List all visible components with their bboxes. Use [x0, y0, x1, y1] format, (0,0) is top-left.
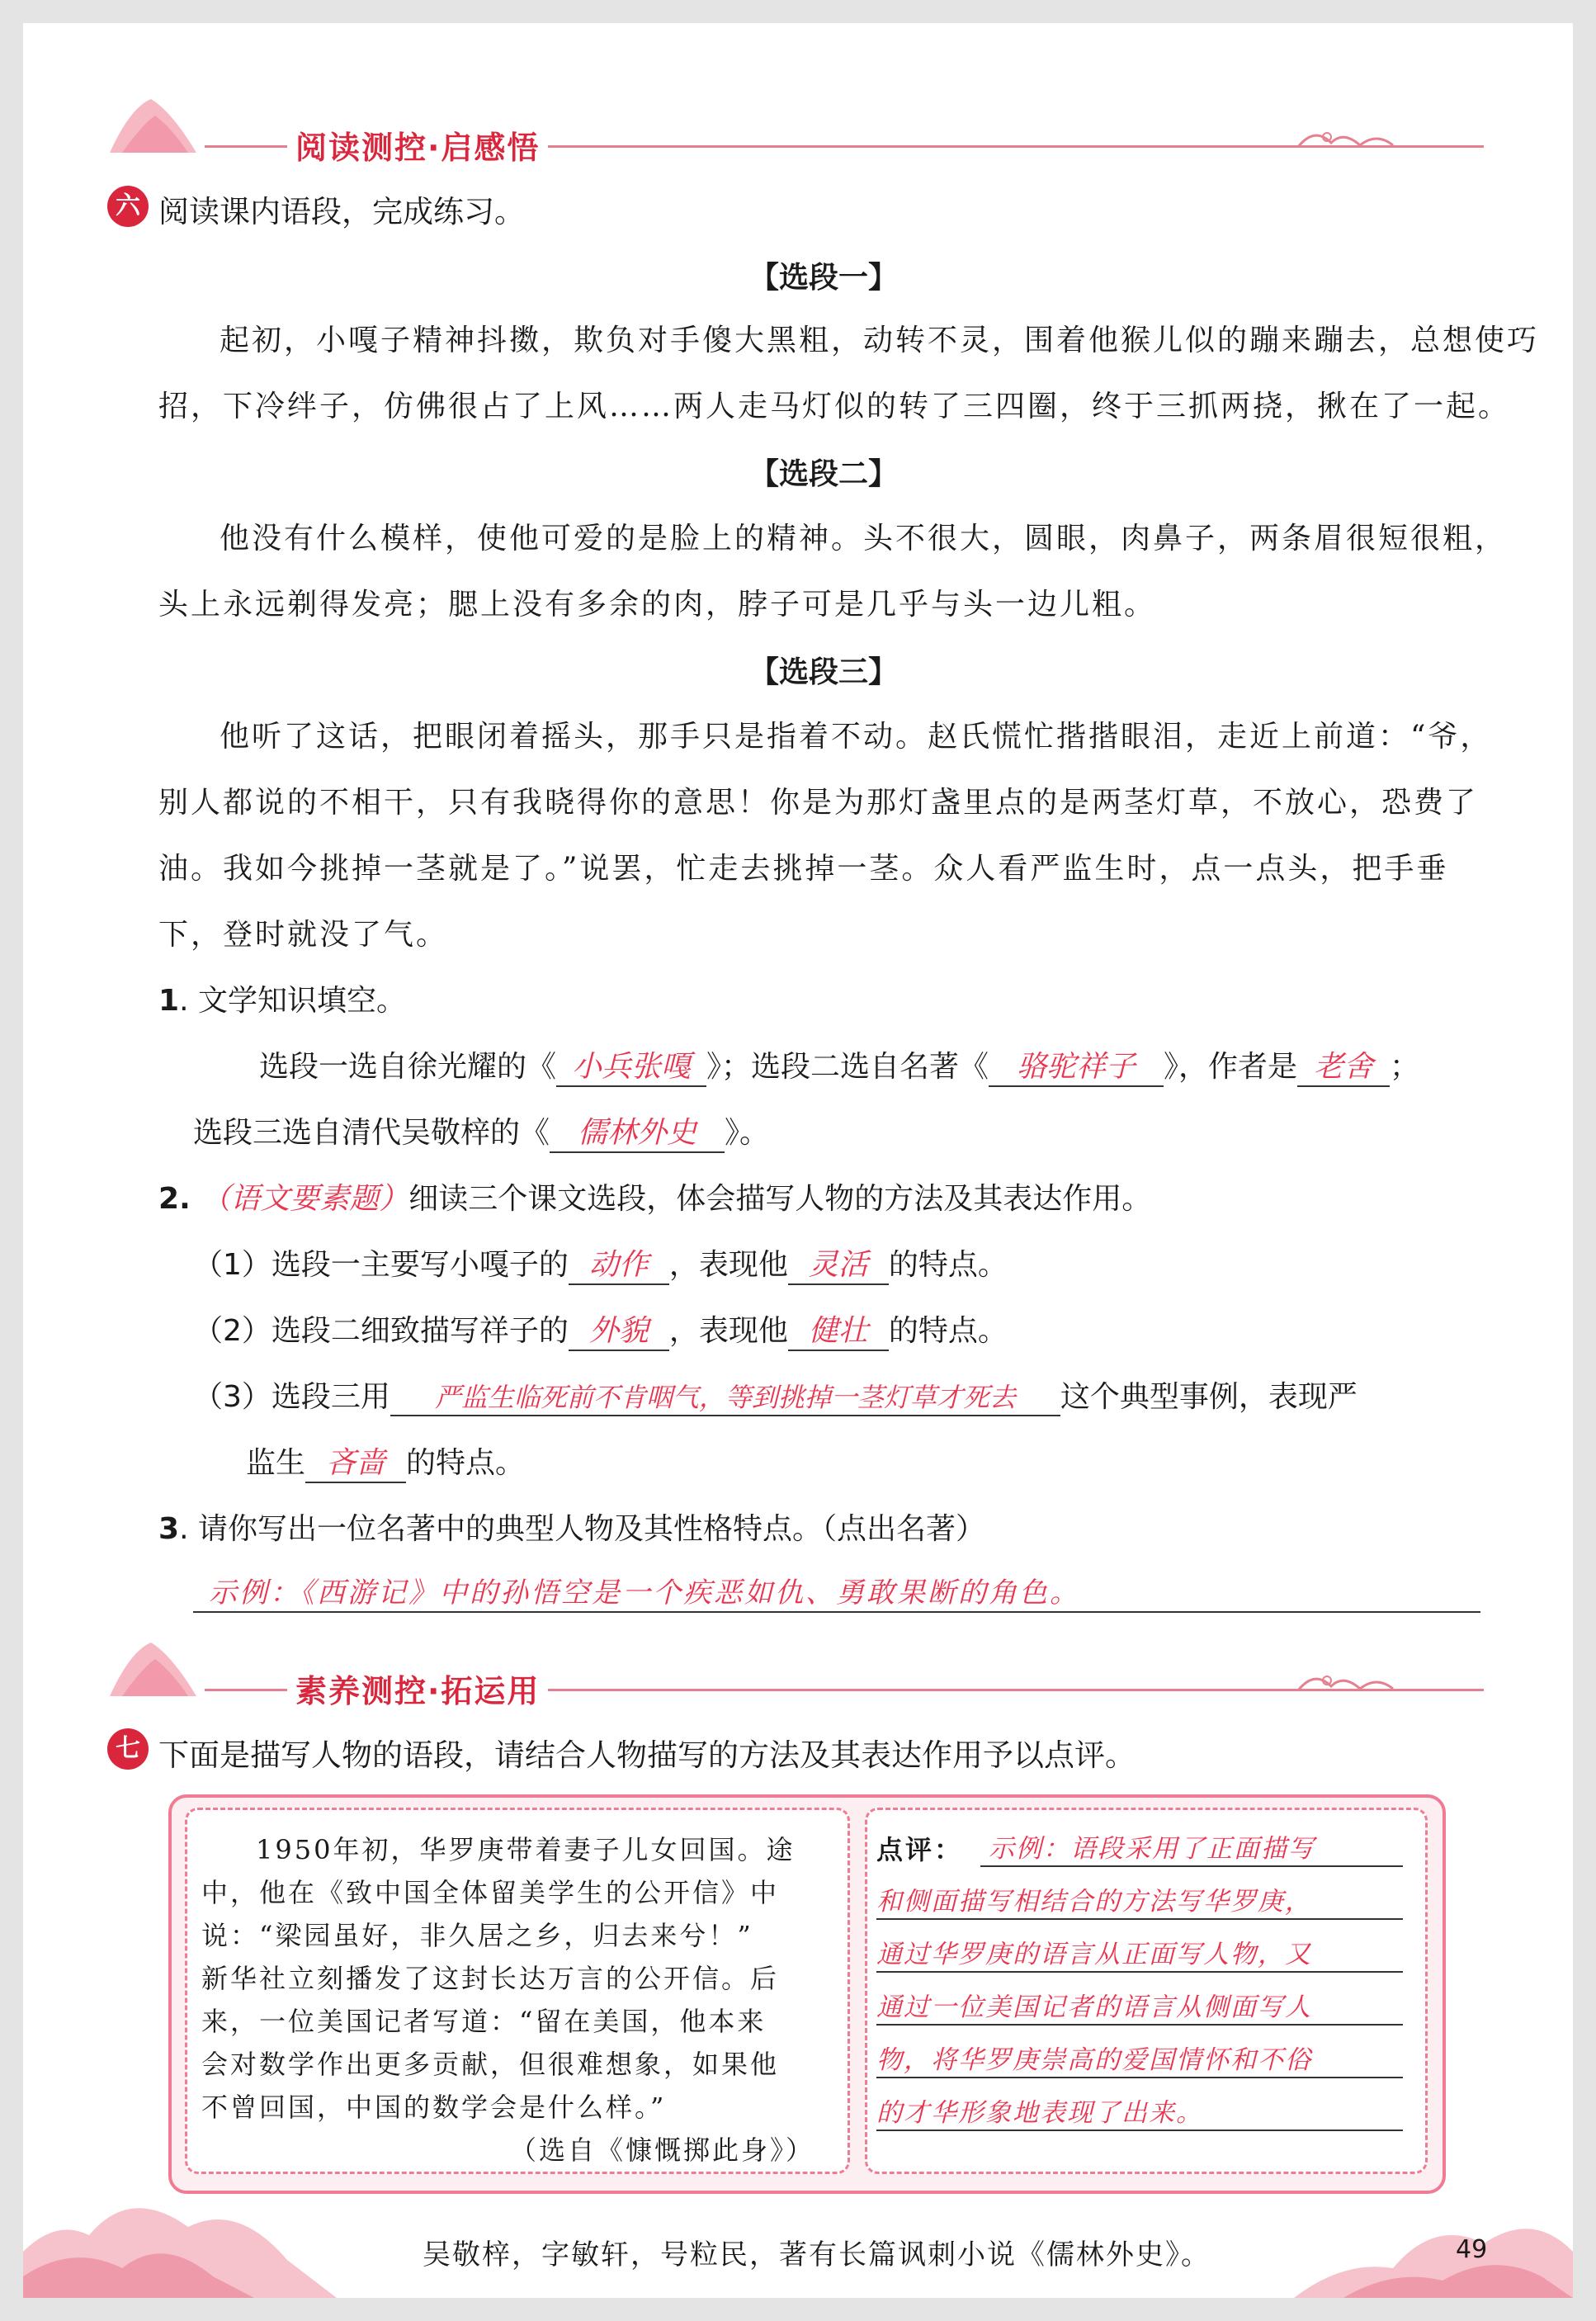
subquestion-2-part-3-cont	[246, 1439, 525, 1483]
comment-underline	[980, 1865, 1403, 1867]
text-fragment: 这个典型事例，表现严	[1060, 1380, 1358, 1414]
passage-line-3: 说：“梁园虽好，非久居之乡，归去来兮！”	[201, 1920, 753, 1951]
text-fragment: ，表现他	[668, 1248, 788, 1282]
answer-blank-author[interactable]: 老舍	[1297, 1043, 1390, 1087]
answer-blank-trait-3[interactable]: 吝啬	[305, 1439, 406, 1483]
segment-3-line-3: 油。我如今挑掉一茎就是了。”说罢，忙走去挑掉一茎。众人看严监生时，点一点头，把手垂	[158, 852, 1449, 886]
text-fragment: 》；选段二选自名著《	[706, 1050, 989, 1084]
mountain-footer-right-icon	[1294, 2186, 1573, 2298]
subquestion-2-text: 细读三个课文选段，体会描写人物的方法及其表达作用。	[408, 1182, 1152, 1216]
cloud-ornament-icon	[1294, 1666, 1484, 1699]
answer-underline	[193, 1611, 1480, 1613]
text-fragment: ；	[1390, 1050, 1420, 1084]
mountain-footer-left-icon	[23, 2177, 337, 2298]
subquestion-1-number: 1	[158, 984, 180, 1018]
answer-blank-novel-3[interactable]: 儒林外史	[550, 1109, 725, 1153]
question-title-6: 阅读课内语段，完成练习。	[158, 194, 525, 229]
text-fragment: 监生	[246, 1446, 306, 1480]
comment-line-4[interactable]: 通过一位美国记者的语言从侧面写人	[876, 1992, 1312, 2022]
subquestion-2-part-1	[193, 1241, 1008, 1285]
text-fragment: （1）选段一主要写小嘎子的	[193, 1248, 569, 1282]
answer-blank-novel-1[interactable]: 小兵张嘎	[556, 1043, 706, 1087]
text-fragment: （2）选段二细致描写祥子的	[193, 1314, 569, 1348]
subquestion-3-text: . 请你写出一位名著中的典型人物及其性格特点。（点出名著）	[179, 1512, 985, 1546]
text-fragment: 选段三选自清代吴敬梓的《	[193, 1116, 550, 1150]
passage-line-7: 不曾回国，中国的数学会是什么样。”	[201, 2092, 667, 2123]
answer-blank-trait-2[interactable]: 健壮	[788, 1307, 889, 1351]
text-fragment: 》。	[725, 1116, 770, 1150]
segment-1-line-2: 招，下冷绊子，仿佛很占了上风……两人走马灯似的转了三四圈，终于三抓两挠，揪在了一起。	[158, 390, 1511, 423]
comment-underline	[876, 2077, 1403, 2078]
page-number: 49	[1456, 2235, 1488, 2264]
passage-line-6: 会对数学作出更多贡献，但很难想象，如果他	[201, 2049, 780, 2080]
subquestion-2-part-3	[193, 1373, 1358, 1416]
comment-line-5[interactable]: 物，将华罗庚崇高的爱国情怀和不俗	[876, 2045, 1312, 2075]
segment-heading-3: 【选段三】	[749, 655, 899, 689]
comment-line-2[interactable]: 和侧面描写相结合的方法写华罗庚，	[876, 1887, 1312, 1917]
segment-2-line-2: 头上永远剃得发亮；腮上没有多余的肉，脖子可是几乎与头一边儿粗。	[158, 588, 1157, 622]
question-title-7: 下面是描写人物的语段，请结合人物描写的方法及其表达作用予以点评。	[158, 1737, 1136, 1773]
segment-heading-2: 【选段二】	[749, 457, 899, 491]
subquestion-1-text: . 文学知识填空。	[179, 984, 406, 1018]
text-fragment: 的特点。	[888, 1248, 1008, 1282]
text-fragment: ，表现他	[668, 1314, 788, 1348]
passage-line-4: 新华社立刻播发了这封长达万言的公开信。后	[201, 1963, 780, 1994]
segment-3-line-2: 别人都说的不相干，只有我晓得你的意思！你是为那灯盏里点的是两茎灯草，不放心，恐费了	[158, 786, 1479, 820]
text-fragment: 选段一选自徐光耀的《	[259, 1050, 557, 1084]
answer-blank-method-1[interactable]: 动作	[569, 1241, 669, 1285]
segment-1-line-1: 起初，小嘎子精神抖擞，欺负对手傻大黑粗，动转不灵，围着他猴儿似的蹦来蹦去，总想使巧	[220, 324, 1540, 357]
comment-line-3[interactable]: 通过华罗庚的语言从正面写人物，又	[876, 1940, 1312, 1969]
workbook-page	[23, 23, 1573, 2298]
subquestion-1-line-1	[259, 1043, 1419, 1087]
subquestion-3-answer[interactable]: 示例：《西游记》中的孙悟空是一个疾恶如仇、勇敢果断的角色。	[209, 1576, 1080, 1610]
subquestion-3-title	[158, 1506, 985, 1548]
subquestion-3-number: 3	[158, 1512, 180, 1546]
footer-note: 吴敬梓，字敏轩，号粒民，著有长篇讽刺小说《儒林外史》。	[423, 2238, 1211, 2271]
section-title-application: 素养测控·拓运用	[287, 1666, 548, 1711]
text-fragment: 的特点。	[406, 1446, 526, 1480]
question-badge-7: 七	[107, 1728, 149, 1770]
subquestion-1-title	[158, 977, 406, 1019]
text-fragment: （3）选段三用	[193, 1380, 390, 1414]
passage-source: （选自《慷慨掷此身》）	[510, 2134, 815, 2166]
answer-blank-trait-1[interactable]: 灵活	[788, 1241, 889, 1285]
answer-blank-example[interactable]: 严监生临死前不肯咽气，等到挑掉一茎灯草才死去	[390, 1377, 1060, 1416]
segment-3-line-1: 他听了这话，把眼闭着摇头，那手只是指着不动。赵氏慌忙揩揩眼泪，走近上前道：“爷，	[220, 720, 1493, 754]
mountain-decoration-icon	[106, 91, 205, 157]
mountain-decoration-icon	[106, 1634, 205, 1700]
subquestion-2-part-2	[193, 1307, 1008, 1351]
subquestion-2-number: 2	[158, 1182, 180, 1216]
subquestion-1-line-2	[193, 1109, 769, 1153]
section-title-reading: 阅读测控·启感悟	[287, 122, 548, 168]
answer-blank-method-2[interactable]: 外貌	[569, 1307, 669, 1351]
segment-2-line-1: 他没有什么模样，使他可爱的是脸上的精神。头不很大，圆眼，肉鼻子，两条眉很短很粗，	[220, 522, 1508, 555]
subquestion-2-tag: （语文要素题）	[201, 1182, 409, 1216]
passage-line-2: 中，他在《致中国全体留美学生的公开信》中	[201, 1877, 780, 1908]
text-fragment: 》，作者是	[1164, 1050, 1298, 1084]
segment-3-line-4: 下，登时就没了气。	[158, 918, 449, 952]
comment-underline	[876, 2024, 1403, 2026]
comment-underline	[876, 1918, 1403, 1920]
segment-heading-1: 【选段一】	[749, 261, 899, 295]
comment-label: 点评：	[876, 1834, 964, 1865]
question-badge-6: 六	[107, 186, 149, 227]
comment-line-6[interactable]: 的才华形象地表现了出来。	[876, 2098, 1203, 2128]
answer-blank-novel-2[interactable]: 骆驼祥子	[989, 1043, 1164, 1087]
comment-line-1[interactable]: 示例：语段采用了正面描写	[989, 1834, 1315, 1864]
cloud-ornament-icon	[1294, 122, 1484, 155]
subquestion-2-title: 2. （语文要素题）细读三个课文选段，体会描写人物的方法及其表达作用。	[158, 1182, 1152, 1216]
comment-underline	[876, 1971, 1403, 1973]
passage-line-5: 来，一位美国记者写道：“留在美国，他本来	[201, 2006, 767, 2037]
comment-underline	[876, 2130, 1403, 2131]
text-fragment: 的特点。	[888, 1314, 1008, 1348]
passage-line-1: 1950年初，华罗庚带着妻子儿女回国。途	[256, 1834, 796, 1865]
